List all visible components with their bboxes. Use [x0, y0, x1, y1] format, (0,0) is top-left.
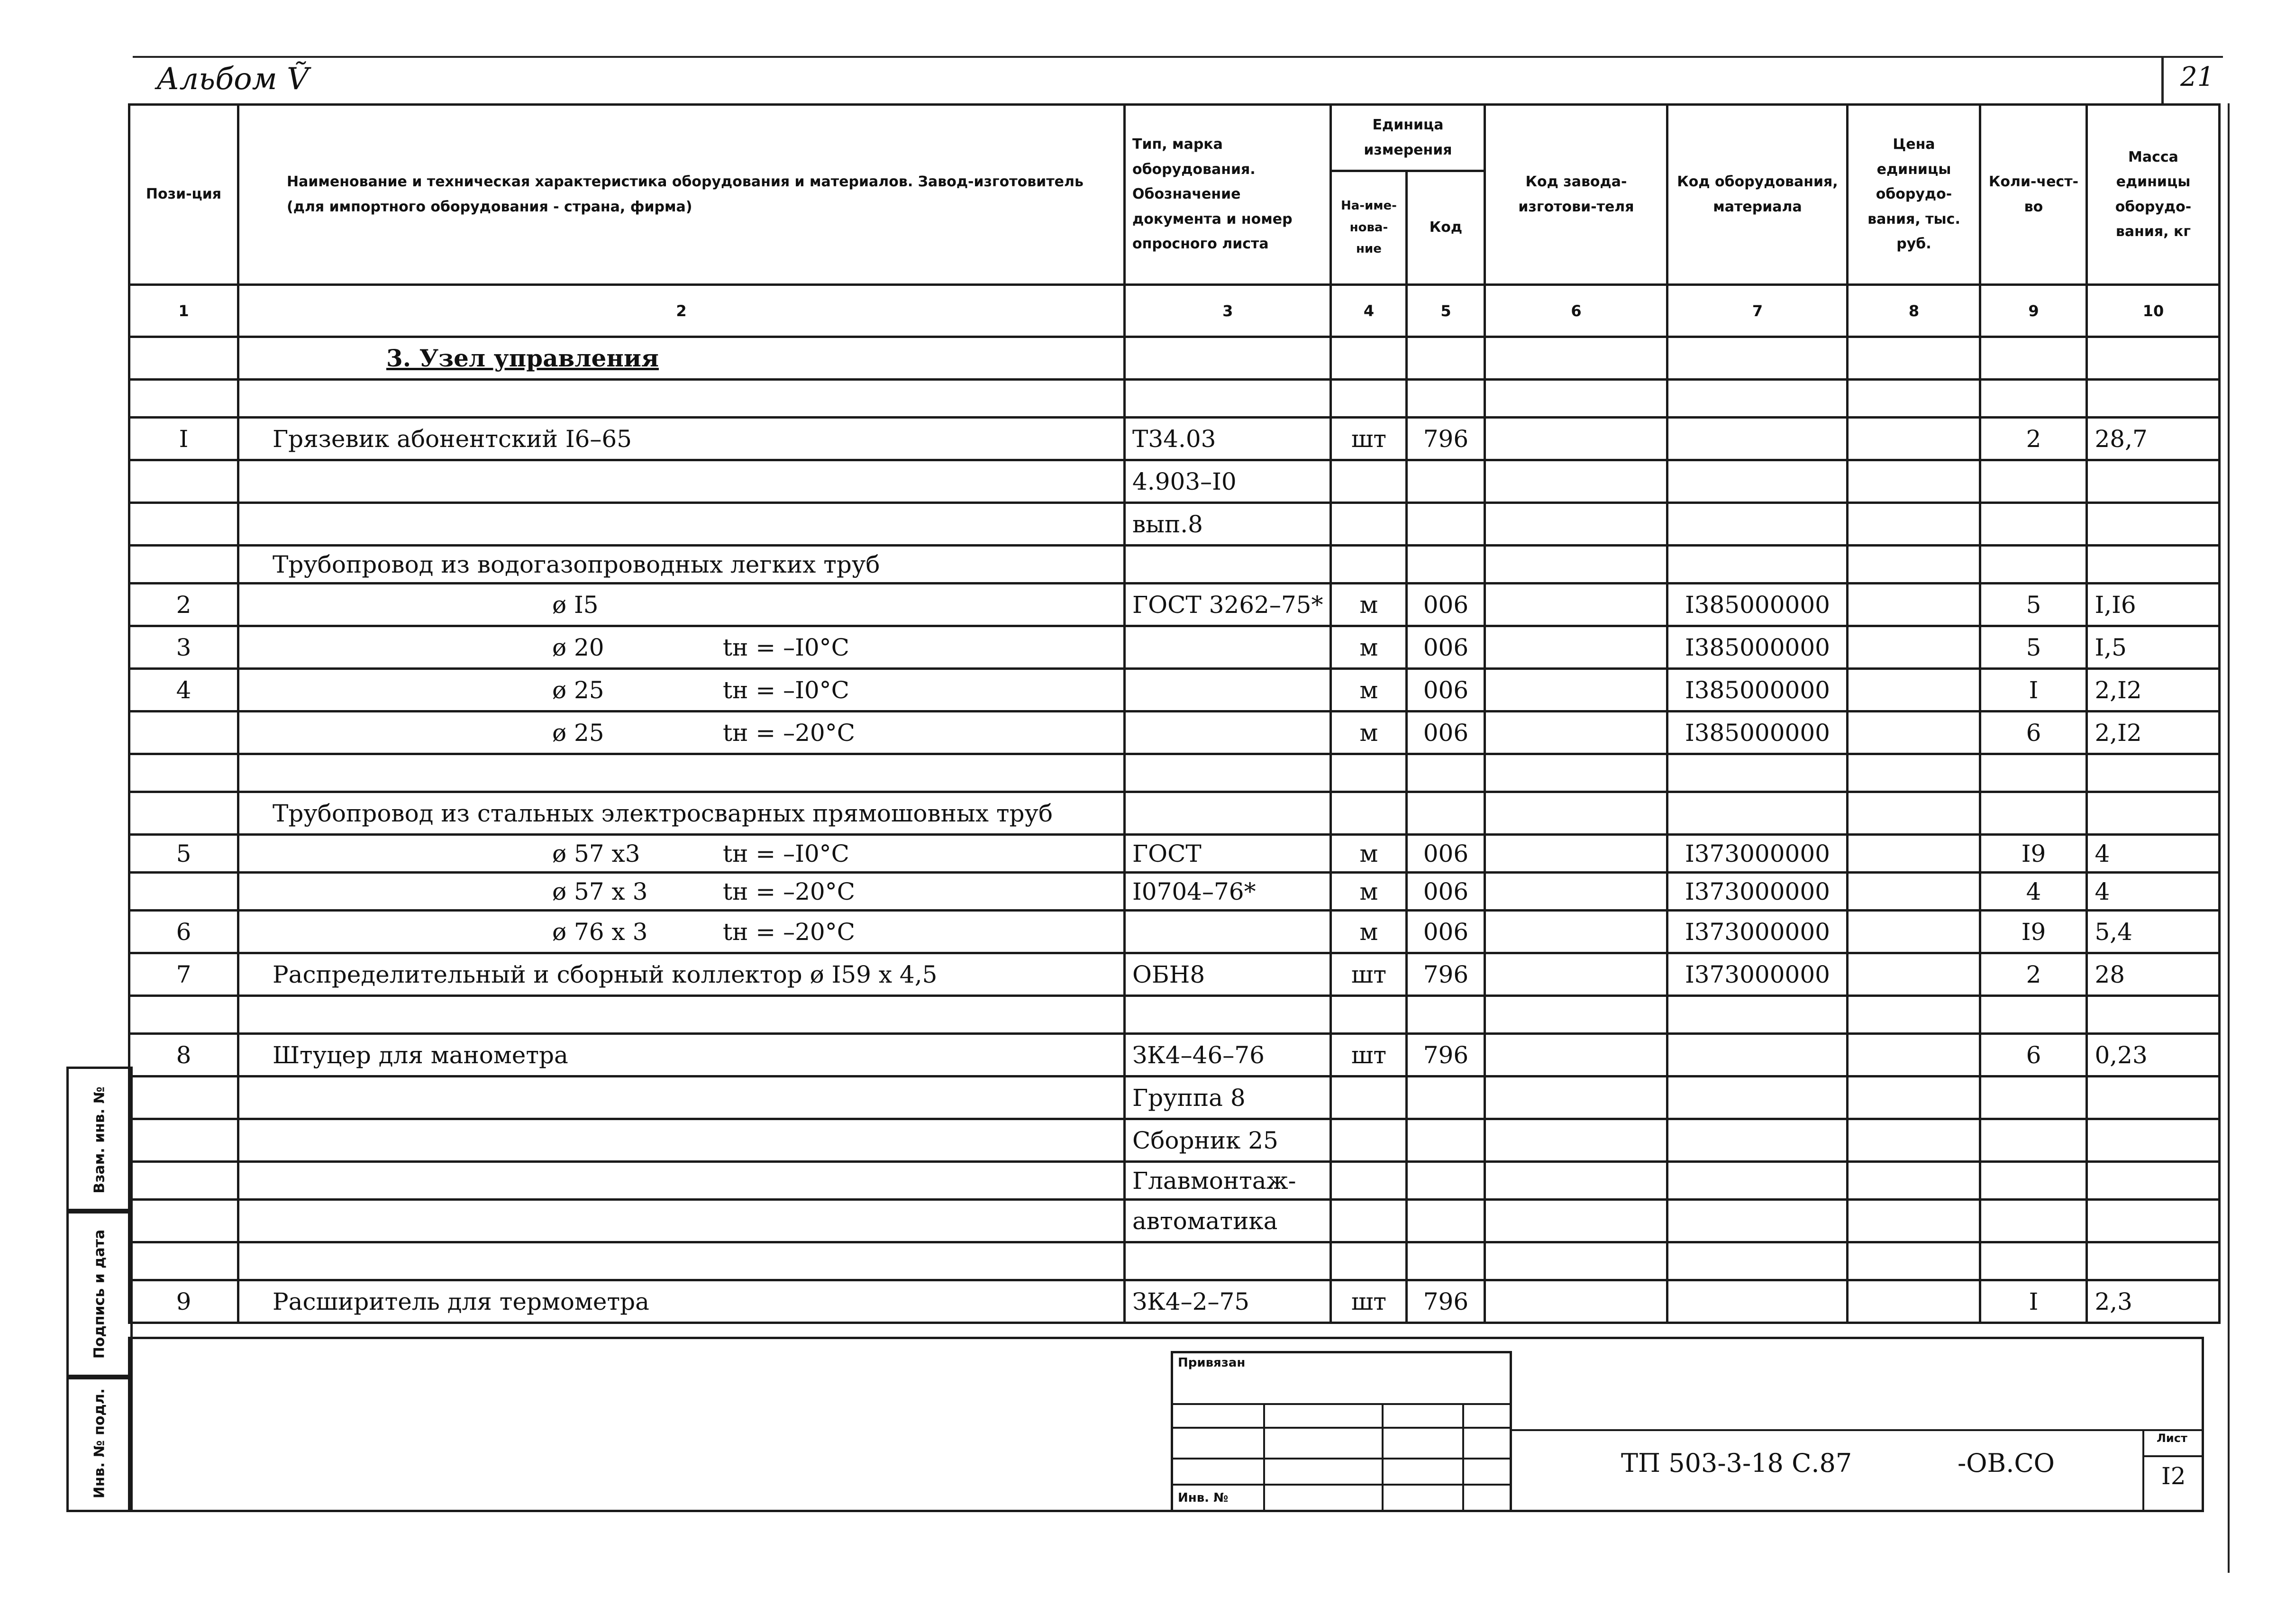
cell-factory-code [1485, 669, 1667, 712]
col-number: 10 [2087, 285, 2220, 337]
table-row [129, 835, 2220, 873]
cell-equip-code [1667, 1034, 1848, 1077]
cell-mass [2087, 1077, 2220, 1119]
cell-unit-code [1407, 1242, 1485, 1280]
cell-equip-code: I385000000 [1667, 626, 1848, 669]
side-label-replace-inv: Взам. инв. № [66, 1067, 133, 1213]
side-label-signature-date: Подпись и дата [66, 1209, 133, 1379]
cell-qty: 5 [1980, 584, 2087, 626]
cell-type: Главмонтаж- [1125, 1162, 1331, 1200]
cell-name: Грязевик абонентский I6–65 [238, 418, 1125, 460]
col-header-unit-code: Код [1407, 171, 1485, 285]
cell-unit-code [1407, 503, 1485, 546]
cell-price [1848, 1034, 1980, 1077]
cell-pos [129, 460, 238, 503]
cell-factory-code [1485, 792, 1667, 835]
cell-unit-code: 796 [1407, 418, 1485, 460]
cell-unit [1331, 1162, 1407, 1200]
cell-price [1848, 546, 1980, 584]
cell-price [1848, 712, 1980, 754]
cell-equip-code [1667, 792, 1848, 835]
stamp-inv-label: Инв. № [1178, 1491, 1229, 1505]
cell-unit: м [1331, 669, 1407, 712]
cell-mass [2087, 754, 2220, 792]
cell-pos: 2 [129, 584, 238, 626]
cell-factory-code [1485, 911, 1667, 953]
cell-type: Сборник 25 [1125, 1119, 1331, 1162]
cell-mass [2087, 460, 2220, 503]
cell-unit-code [1407, 996, 1485, 1034]
sheet-number: I2 [2161, 1462, 2186, 1490]
cell-price [1848, 1280, 1980, 1323]
cell-qty [1980, 792, 2087, 835]
table-row [129, 1119, 2220, 1162]
cell-name: Трубопровод из стальных электросварных прямошовных труб [238, 792, 1125, 835]
cell-price [1848, 873, 1980, 911]
col-header-mass: Масса единицы оборудо-вания, кг [2087, 105, 2220, 285]
cell-equip-code [1667, 546, 1848, 584]
cell-mass: 4 [2087, 873, 2220, 911]
cell-qty: I [1980, 669, 2087, 712]
cell-name [238, 835, 1125, 873]
cell-pos [129, 1242, 238, 1280]
cell-factory-code [1485, 835, 1667, 873]
cell-name [238, 503, 1125, 546]
cell-unit-code: 796 [1407, 953, 1485, 996]
cell-type: 4.903–I0 [1125, 460, 1331, 503]
cell-pos: 9 [129, 1280, 238, 1323]
section-title: 3. Узел управления [238, 337, 1125, 380]
cell-factory-code [1485, 1280, 1667, 1323]
table-row [129, 584, 2220, 626]
cell-qty: 5 [1980, 626, 2087, 669]
cell-pos [129, 1077, 238, 1119]
cell-unit [1331, 754, 1407, 792]
cell-qty: I [1980, 1280, 2087, 1323]
col-header-name: Наименование и техническая характеристика оборудования и материалов. Завод-изготовитель (для импортного оборудования - страна, фирма) [238, 105, 1125, 285]
cell-unit [1331, 503, 1407, 546]
cell-type [1125, 669, 1331, 712]
col-number: 6 [1485, 285, 1667, 337]
cell-mass: 5,4 [2087, 911, 2220, 953]
table-row [129, 1242, 2220, 1280]
cell-type [1125, 792, 1331, 835]
cell-mass: 2,I2 [2087, 669, 2220, 712]
cell-equip-code [1667, 418, 1848, 460]
design-temperature: tн = –20°C [723, 877, 855, 905]
cell-name [238, 873, 1125, 911]
cell-factory-code [1485, 873, 1667, 911]
cell-unit-code: 006 [1407, 911, 1485, 953]
right-border [2228, 103, 2230, 1573]
cell-pos [129, 1119, 238, 1162]
cell-pos [129, 712, 238, 754]
cell-mass: I,5 [2087, 626, 2220, 669]
sheet-label: Лист [2157, 1432, 2187, 1445]
col-header-price: Цена единицы оборудо-вания, тыс. руб. [1848, 105, 1980, 285]
cell-factory-code [1485, 1162, 1667, 1200]
cell-equip-code: I373000000 [1667, 911, 1848, 953]
cell-unit-code [1407, 1119, 1485, 1162]
col-header-unit-group: Единица измерения [1331, 105, 1485, 171]
cell-type [1125, 712, 1331, 754]
table-row [129, 626, 2220, 669]
cell-equip-code [1667, 754, 1848, 792]
cell-unit-code [1407, 1162, 1485, 1200]
cell-unit-code: 006 [1407, 835, 1485, 873]
cell-equip-code [1667, 1242, 1848, 1280]
cell-factory-code [1485, 953, 1667, 996]
design-temperature: tн = –I0°C [723, 676, 849, 704]
cell-price [1848, 1200, 1980, 1242]
table-row [129, 953, 2220, 996]
cell-type: ЗК4–46–76 [1125, 1034, 1331, 1077]
cell-qty: 4 [1980, 873, 2087, 911]
document-suffix: -ОВ.СО [1958, 1448, 2055, 1478]
cell-price [1848, 1242, 1980, 1280]
cell-unit [1331, 1200, 1407, 1242]
cell-name [238, 1200, 1125, 1242]
cell-mass: I,I6 [2087, 584, 2220, 626]
cell-type: вып.8 [1125, 503, 1331, 546]
title-block [128, 1337, 2204, 1512]
cell-unit-code: 006 [1407, 584, 1485, 626]
cell-factory-code [1485, 1034, 1667, 1077]
cell-qty [1980, 1162, 2087, 1200]
cell-equip-code [1667, 1200, 1848, 1242]
cell-pos [129, 996, 238, 1034]
cell-mass [2087, 503, 2220, 546]
cell-price [1848, 1162, 1980, 1200]
cell-factory-code [1485, 584, 1667, 626]
table-row [129, 911, 2220, 953]
cell-type: Группа 8 [1125, 1077, 1331, 1119]
cell-price [1848, 418, 1980, 460]
pipe-diameter: ø 57 x 3 [552, 877, 648, 905]
cell-unit-code: 006 [1407, 712, 1485, 754]
cell-unit [1331, 1077, 1407, 1119]
cell-qty: 6 [1980, 712, 2087, 754]
cell-pos: 8 [129, 1034, 238, 1077]
cell-type: ЗК4–2–75 [1125, 1280, 1331, 1323]
cell-factory-code [1485, 460, 1667, 503]
cell-unit: м [1331, 873, 1407, 911]
cell-qty [1980, 1242, 2087, 1280]
cell-factory-code [1485, 712, 1667, 754]
col-number: 4 [1331, 285, 1407, 337]
cell-factory-code [1485, 546, 1667, 584]
cell-unit-code [1407, 1200, 1485, 1242]
cell-type [1125, 546, 1331, 584]
cell-factory-code [1485, 1242, 1667, 1280]
table-row [129, 460, 2220, 503]
col-number: 7 [1667, 285, 1848, 337]
cell-unit-code: 006 [1407, 626, 1485, 669]
cell-price [1848, 996, 1980, 1034]
col-header-qty: Коли-чест-во [1980, 105, 2087, 285]
cell-price [1848, 835, 1980, 873]
cell-pos [129, 503, 238, 546]
cell-name [238, 1077, 1125, 1119]
cell-unit-code [1407, 1077, 1485, 1119]
top-rule [133, 56, 2223, 58]
cell-name [238, 1162, 1125, 1200]
cell-factory-code [1485, 626, 1667, 669]
cell-price [1848, 911, 1980, 953]
cell-unit [1331, 1242, 1407, 1280]
table-row [129, 1162, 2220, 1200]
cell-unit-code [1407, 792, 1485, 835]
cell-unit [1331, 1119, 1407, 1162]
table-row [129, 712, 2220, 754]
cell-price [1848, 669, 1980, 712]
cell-mass: 28 [2087, 953, 2220, 996]
cell-name [238, 584, 1125, 626]
album-label: Альбом Ṽ [156, 62, 309, 97]
cell-unit: м [1331, 626, 1407, 669]
cell-type: ГОСТ [1125, 835, 1331, 873]
cell-unit [1331, 460, 1407, 503]
cell-equip-code [1667, 1162, 1848, 1200]
cell-pos [129, 792, 238, 835]
cell-price [1848, 503, 1980, 546]
cell-name [238, 911, 1125, 953]
table-row [129, 1034, 2220, 1077]
cell-factory-code [1485, 503, 1667, 546]
cell-name [238, 1119, 1125, 1162]
cell-pos [129, 873, 238, 911]
cell-pos [129, 754, 238, 792]
cell-name [238, 754, 1125, 792]
cell-name: Штуцер для манометра [238, 1034, 1125, 1077]
cell-unit [1331, 792, 1407, 835]
col-number: 8 [1848, 285, 1980, 337]
table-row [129, 873, 2220, 911]
cell-type [1125, 911, 1331, 953]
table-row [129, 754, 2220, 792]
cell-unit-code: 796 [1407, 1280, 1485, 1323]
cell-name: Распределительный и сборный коллектор ø I59 x 4,5 [238, 953, 1125, 996]
cell-mass: 2,3 [2087, 1280, 2220, 1323]
cell-type [1125, 626, 1331, 669]
cell-qty [1980, 546, 2087, 584]
cell-equip-code [1667, 1119, 1848, 1162]
cell-mass [2087, 1200, 2220, 1242]
col-header-unit-name: На-име-нова-ние [1331, 171, 1407, 285]
cell-mass [2087, 1119, 2220, 1162]
table-row [129, 546, 2220, 584]
cell-factory-code [1485, 418, 1667, 460]
cell-pos [129, 1200, 238, 1242]
cell-type [1125, 996, 1331, 1034]
cell-qty: 2 [1980, 953, 2087, 996]
bound-stamp [1171, 1351, 1512, 1512]
cell-equip-code: I373000000 [1667, 835, 1848, 873]
cell-mass [2087, 1242, 2220, 1280]
cell-mass: 0,23 [2087, 1034, 2220, 1077]
cell-mass: 28,7 [2087, 418, 2220, 460]
cell-type: Т34.03 [1125, 418, 1331, 460]
col-header-equip-code: Код оборудования, материала [1667, 105, 1848, 285]
pipe-diameter: ø 76 x 3 [552, 918, 648, 946]
cell-equip-code [1667, 996, 1848, 1034]
pipe-diameter: ø 57 x3 [552, 839, 640, 867]
table-row [129, 1280, 2220, 1323]
cell-equip-code: I385000000 [1667, 584, 1848, 626]
cell-unit: м [1331, 835, 1407, 873]
cell-factory-code [1485, 996, 1667, 1034]
cell-type [1125, 754, 1331, 792]
cell-type: ОБН8 [1125, 953, 1331, 996]
cell-qty: I9 [1980, 835, 2087, 873]
cell-equip-code: I385000000 [1667, 712, 1848, 754]
pipe-diameter: ø I5 [552, 591, 599, 619]
cell-pos: 4 [129, 669, 238, 712]
page-box-divider [2161, 56, 2164, 103]
design-temperature: tн = –20°C [723, 719, 855, 747]
stamp-bound-label: Привязан [1178, 1356, 1246, 1370]
col-number: 5 [1407, 285, 1485, 337]
equipment-spec-table [128, 103, 2221, 1324]
cell-price [1848, 953, 1980, 996]
cell-factory-code [1485, 1119, 1667, 1162]
cell-type: I0704–76* [1125, 873, 1331, 911]
cell-equip-code [1667, 460, 1848, 503]
cell-mass: 4 [2087, 835, 2220, 873]
cell-pos: 3 [129, 626, 238, 669]
cell-unit [1331, 546, 1407, 584]
cell-qty: 2 [1980, 418, 2087, 460]
cell-unit-code [1407, 460, 1485, 503]
cell-price [1848, 626, 1980, 669]
col-number: 9 [1980, 285, 2087, 337]
cell-qty [1980, 996, 2087, 1034]
col-number: 2 [238, 285, 1125, 337]
col-header-factory-code: Код завода-изготови-теля [1485, 105, 1667, 285]
cell-name [238, 712, 1125, 754]
cell-mass [2087, 792, 2220, 835]
cell-mass: 2,I2 [2087, 712, 2220, 754]
cell-unit-code [1407, 546, 1485, 584]
cell-equip-code [1667, 503, 1848, 546]
cell-qty [1980, 503, 2087, 546]
side-label-orig-inv: Инв. № подл. [66, 1375, 133, 1512]
table-row [129, 669, 2220, 712]
table-row [129, 996, 2220, 1034]
col-header-pos: Пози-ция [129, 105, 238, 285]
col-number: 3 [1125, 285, 1331, 337]
design-temperature: tн = –I0°C [723, 839, 849, 867]
cell-unit: м [1331, 911, 1407, 953]
cell-unit: шт [1331, 1034, 1407, 1077]
cell-unit: м [1331, 712, 1407, 754]
cell-name: Трубопровод из водогазопроводных легких труб [238, 546, 1125, 584]
cell-qty [1980, 1077, 2087, 1119]
cell-unit: м [1331, 584, 1407, 626]
cell-pos: 5 [129, 835, 238, 873]
cell-factory-code [1485, 754, 1667, 792]
cell-price [1848, 754, 1980, 792]
cell-equip-code: I373000000 [1667, 953, 1848, 996]
cell-name [238, 460, 1125, 503]
pipe-diameter: ø 25 [552, 676, 604, 704]
cell-name: Расширитель для термометра [238, 1280, 1125, 1323]
cell-unit: шт [1331, 1280, 1407, 1323]
cell-qty [1980, 460, 2087, 503]
pipe-diameter: ø 20 [552, 633, 604, 661]
cell-pos: 6 [129, 911, 238, 953]
pipe-diameter: ø 25 [552, 719, 604, 747]
cell-type [1125, 1242, 1331, 1280]
cell-pos: 7 [129, 953, 238, 996]
table-row [129, 792, 2220, 835]
cell-qty: 6 [1980, 1034, 2087, 1077]
cell-name [238, 669, 1125, 712]
cell-unit-code: 796 [1407, 1034, 1485, 1077]
cell-mass [2087, 1162, 2220, 1200]
cell-pos [129, 1162, 238, 1200]
cell-qty [1980, 1119, 2087, 1162]
cell-unit [1331, 996, 1407, 1034]
cell-equip-code: I385000000 [1667, 669, 1848, 712]
cell-price [1848, 460, 1980, 503]
cell-equip-code [1667, 1280, 1848, 1323]
design-temperature: tн = –I0°C [723, 633, 849, 661]
cell-equip-code: I373000000 [1667, 873, 1848, 911]
cell-factory-code [1485, 1077, 1667, 1119]
cell-pos [129, 546, 238, 584]
table-row [129, 418, 2220, 460]
cell-type: автоматика [1125, 1200, 1331, 1242]
cell-price [1848, 584, 1980, 626]
cell-unit-code: 006 [1407, 873, 1485, 911]
cell-equip-code [1667, 1077, 1848, 1119]
cell-price [1848, 1077, 1980, 1119]
cell-unit: шт [1331, 953, 1407, 996]
cell-factory-code [1485, 1200, 1667, 1242]
cell-mass [2087, 546, 2220, 584]
design-temperature: tн = –20°C [723, 918, 855, 946]
table-row [129, 503, 2220, 546]
table-row [129, 1077, 2220, 1119]
cell-mass [2087, 996, 2220, 1034]
cell-name [238, 626, 1125, 669]
cell-name [238, 1242, 1125, 1280]
cell-name [238, 996, 1125, 1034]
cell-qty [1980, 1200, 2087, 1242]
cell-unit-code: 006 [1407, 669, 1485, 712]
cell-unit-code [1407, 754, 1485, 792]
col-header-type: Тип, марка оборудования. Обозначение документа и номер опросного листа [1125, 105, 1331, 285]
cell-price [1848, 1119, 1980, 1162]
document-code: ТП 503-3-18 С.87 [1621, 1448, 1852, 1478]
cell-qty [1980, 754, 2087, 792]
cell-type: ГОСТ 3262–75* [1125, 584, 1331, 626]
cell-pos: I [129, 418, 238, 460]
cell-price [1848, 792, 1980, 835]
page-number: 21 [2180, 62, 2214, 92]
cell-unit: шт [1331, 418, 1407, 460]
cell-qty: I9 [1980, 911, 2087, 953]
col-number: 1 [129, 285, 238, 337]
table-row [129, 1200, 2220, 1242]
